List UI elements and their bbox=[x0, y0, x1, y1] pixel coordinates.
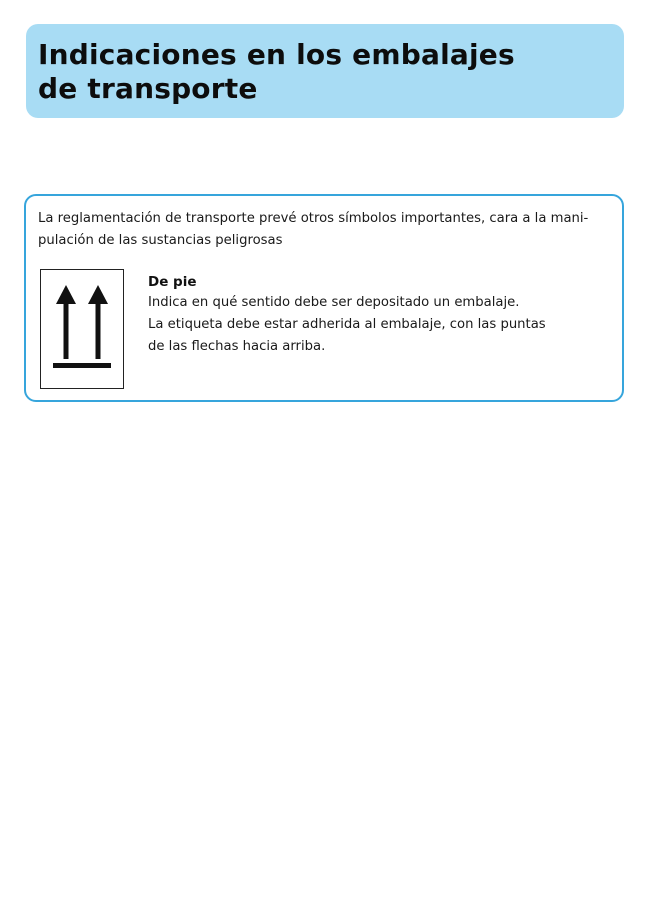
this-way-up-symbol bbox=[40, 269, 124, 389]
this-way-up-arrows-icon bbox=[41, 270, 123, 388]
intro-line-1: La reglamentación de transporte prevé otros símbolos importantes, cara a la mani- bbox=[38, 211, 589, 226]
symbol-description-line-1: Indica en qué sentido debe ser depositado un embalaje. bbox=[148, 295, 520, 310]
symbol-body bbox=[148, 292, 608, 358]
page-title-line-1: Indicaciones en los embalajes bbox=[38, 38, 515, 71]
title-banner bbox=[26, 24, 624, 118]
symbol-description-line-2: La etiqueta debe estar adherida al embalaje, con las puntas bbox=[148, 317, 546, 332]
right-arrow-shaft bbox=[96, 303, 101, 359]
left-arrow-shaft bbox=[64, 303, 69, 359]
left-arrow-head bbox=[56, 285, 76, 304]
symbol-heading: De pie bbox=[148, 274, 197, 290]
intro-line-2: pulación de las sustancias peligrosas bbox=[38, 233, 283, 248]
info-box bbox=[24, 194, 624, 402]
base-bar bbox=[53, 363, 111, 368]
intro-paragraph bbox=[38, 208, 614, 252]
right-arrow-head bbox=[88, 285, 108, 304]
page-title bbox=[38, 38, 624, 106]
symbol-description bbox=[148, 272, 608, 358]
page-title-line-2: de transporte bbox=[38, 72, 258, 105]
symbol-description-line-3: de las flechas hacia arriba. bbox=[148, 339, 326, 354]
